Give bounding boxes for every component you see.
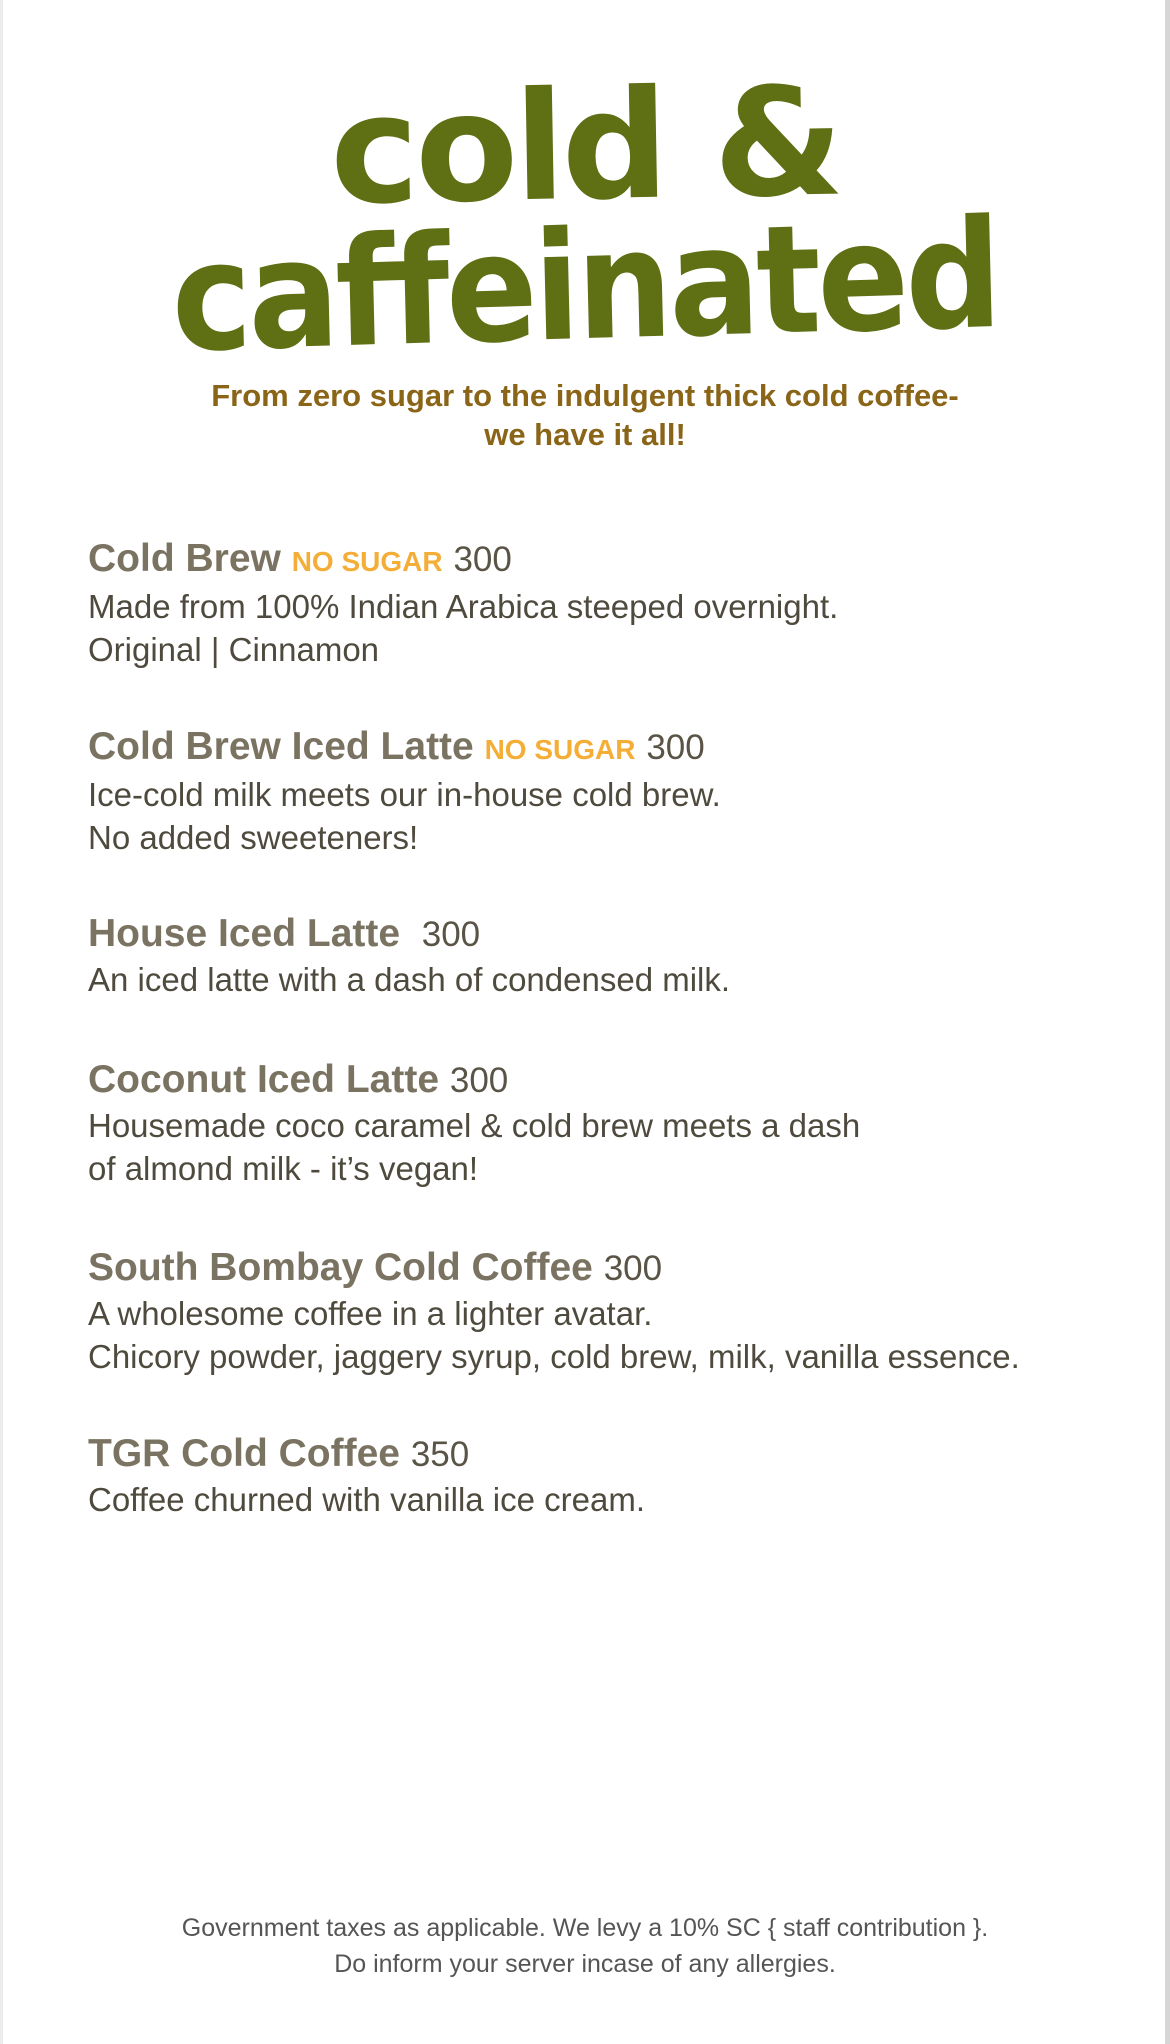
item-name: Cold Brew	[88, 537, 281, 580]
item-description: Ice-cold milk meets our in-house cold brew.	[88, 776, 721, 813]
item-price: 300	[603, 1249, 663, 1288]
item-price: 350	[410, 1435, 470, 1474]
item-description: Housemade coco caramel & cold brew meets a dash	[88, 1107, 861, 1144]
item-price: 300	[421, 915, 481, 954]
menu-item-south-bombay-cold-coffee	[88, 1245, 1020, 1378]
menu-item-cold-brew	[88, 536, 838, 671]
menu-subtitle	[0, 376, 1170, 454]
menu-item-coconut-iced-latte	[88, 1057, 860, 1190]
item-name: House Iced Latte	[88, 912, 401, 955]
subtitle-line1: From zero sugar to the indulgent thick cold coffee-	[211, 378, 959, 413]
menu-item-house-iced-latte	[88, 911, 730, 1001]
footer-note	[0, 1910, 1170, 1982]
item-name: South Bombay Cold Coffee	[88, 1246, 593, 1289]
subtitle-line2: we have it all!	[484, 417, 686, 452]
page-edge-left	[0, 0, 3, 2044]
item-name: Coconut Iced Latte	[88, 1058, 440, 1101]
item-name: TGR Cold Coffee	[88, 1432, 400, 1475]
item-description: Made from 100% Indian Arabica steeped overnight.	[88, 588, 839, 625]
page-edge-right	[1165, 0, 1170, 2044]
item-description: of almond milk - it’s vegan!	[88, 1150, 479, 1187]
item-description: A wholesome coffee in a lighter avatar.	[88, 1295, 653, 1332]
footer-line2: Do inform your server incase of any allergies.	[334, 1950, 836, 1978]
menu-title-line2: caffeinated	[169, 188, 1001, 386]
item-description: An iced latte with a dash of condensed milk.	[88, 961, 731, 998]
item-price: 300	[449, 1061, 509, 1100]
item-description: No added sweeteners!	[88, 819, 419, 856]
footer-line1: Government taxes as applicable. We levy a 10% SC { staff contribution }.	[181, 1914, 989, 1942]
item-name: Cold Brew Iced Latte	[88, 725, 474, 768]
item-price: 300	[453, 540, 512, 579]
menu-item-tgr-cold-coffee	[88, 1431, 645, 1521]
item-description: Chicory powder, jaggery syrup, cold brew, milk, vanilla essence.	[88, 1338, 1020, 1375]
menu-title-line1: cold &	[328, 55, 842, 239]
item-price: 300	[646, 728, 705, 767]
item-description: Coffee churned with vanilla ice cream.	[88, 1481, 646, 1518]
item-description: Original | Cinnamon	[88, 631, 380, 668]
no-sugar-tag: NO SUGAR	[291, 546, 443, 577]
menu-item-cold-brew-iced-latte	[88, 724, 721, 859]
no-sugar-tag: NO SUGAR	[484, 734, 636, 765]
